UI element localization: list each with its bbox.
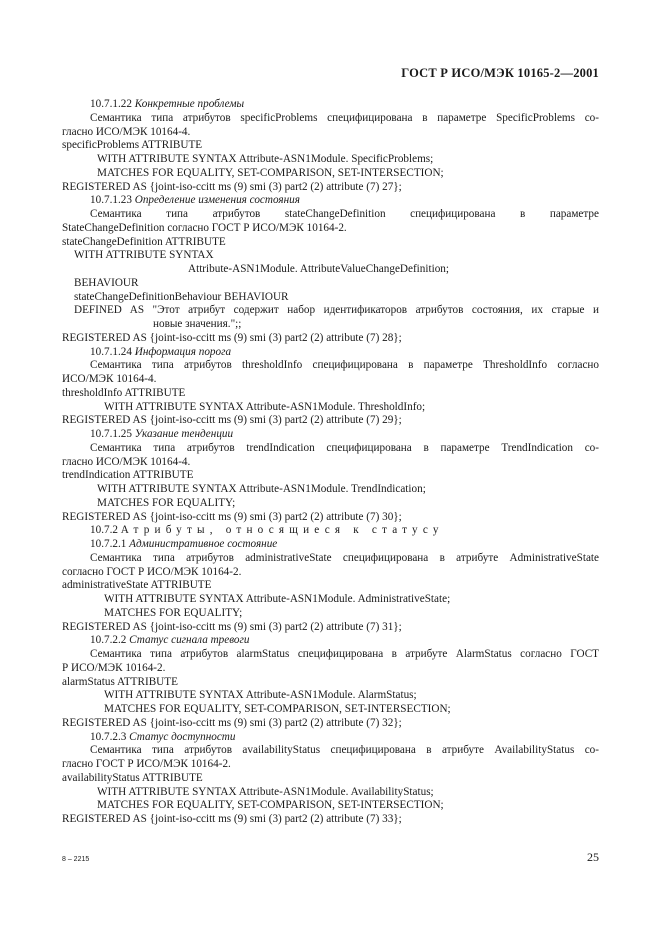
code-line: stateChangeDefinitionBehaviour BEHAVIOUR <box>74 290 289 303</box>
heading-10-7-2-2: 10.7.2.2 Статус сигнала тревоги <box>90 634 250 647</box>
code-line: WITH ATTRIBUTE SYNTAX Attribute-ASN1Module. AlarmStatus; <box>104 689 417 702</box>
heading-10-7-2: 10.7.2 Атрибуты, относящиеся к статусу <box>90 524 444 537</box>
code-line: MATCHES FOR EQUALITY, SET-COMPARISON, SET-INTERSECTION; <box>104 703 451 715</box>
code-line: WITH ATTRIBUTE SYNTAX <box>74 249 214 262</box>
code-line: trendIndication ATTRIBUTE <box>62 469 194 482</box>
paragraph-line: гласно ИСО/МЭК 10164-4. <box>62 125 191 138</box>
code-line: WITH ATTRIBUTE SYNTAX Attribute-ASN1Module. AvailabilityStatus; <box>97 785 434 798</box>
paragraph-line: согласно ГОСТ Р ИСО/МЭК 10164-2. <box>62 565 242 578</box>
paragraph-line: StateChangeDefinition согласно ГОСТ Р ИСО/МЭК 10164-2. <box>62 221 347 234</box>
heading-10-7-1-24: 10.7.1.24 Информация порога <box>90 345 232 358</box>
paragraph-line: Семантика типа атрибутов specificProblems специфицирована в параметре SpecificProblems со- <box>90 111 599 124</box>
code-line: REGISTERED AS {joint-iso-ccitt ms (9) smi (3) part2 (2) attribute (7) 32}; <box>62 716 402 729</box>
code-line: MATCHES FOR EQUALITY; <box>104 606 243 619</box>
code-line: REGISTERED AS {joint-iso-ccitt ms (9) smi (3) part2 (2) attribute (7) 28}; <box>62 331 402 344</box>
print-code: 8 – 2215 <box>62 856 90 863</box>
paragraph-line: Семантика типа атрибутов availabilityStatus специфицирована в атрибуте AvailabilityStatus со- <box>90 744 599 757</box>
code-line: specificProblems ATTRIBUTE <box>62 139 203 152</box>
standard-header: ГОСТ Р ИСО/МЭК 10165-2—2001 <box>401 66 599 80</box>
code-line: availabilityStatus ATTRIBUTE <box>62 771 203 784</box>
paragraph-line: ИСО/МЭК 10164-4. <box>62 373 157 385</box>
code-line: MATCHES FOR EQUALITY, SET-COMPARISON, SET-INTERSECTION; <box>97 799 444 812</box>
page-number: 25 <box>587 850 599 864</box>
code-line: WITH ATTRIBUTE SYNTAX Attribute-ASN1Module. AdministrativeState; <box>104 593 451 605</box>
code-line: Attribute-ASN1Module. AttributeValueChangeDefinition; <box>188 263 449 275</box>
code-line: alarmStatus ATTRIBUTE <box>62 675 178 688</box>
paragraph-line: гласно ИСО/МЭК 10164-4. <box>62 455 191 468</box>
paragraph-line: гласно ГОСТ Р ИСО/МЭК 10164-2. <box>62 758 231 770</box>
code-line: новые значения.";; <box>153 318 242 330</box>
document-body <box>62 98 599 827</box>
code-line: BEHAVIOUR <box>74 276 139 289</box>
paragraph-line: Семантика типа атрибутов stateChangeDefinition специфицирована в параметре <box>90 208 599 220</box>
code-line: administrativeState ATTRIBUTE <box>62 579 212 592</box>
code-line: thresholdInfo ATTRIBUTE <box>62 386 186 399</box>
code-line: REGISTERED AS {joint-iso-ccitt ms (9) smi (3) part2 (2) attribute (7) 27}; <box>62 180 402 193</box>
heading-10-7-2-3: 10.7.2.3 Статус доступности <box>90 730 236 743</box>
paragraph-line: Семантика типа атрибутов thresholdInfo специфицирована в параметре ThresholdInfo согласно <box>90 359 599 372</box>
paragraph-line: Семантика типа атрибутов administrativeState специфицирована в атрибуте AdministrativeState <box>90 551 599 564</box>
code-line: REGISTERED AS {joint-iso-ccitt ms (9) smi (3) part2 (2) attribute (7) 29}; <box>62 414 402 427</box>
paragraph-line: Р ИСО/МЭК 10164-2. <box>62 661 166 674</box>
heading-10-7-1-23: 10.7.1.23 Определение изменения состояния <box>90 194 300 207</box>
paragraph-line: Семантика типа атрибутов trendIndication специфицирована в параметре TrendIndication со- <box>90 441 599 454</box>
code-line: REGISTERED AS {joint-iso-ccitt ms (9) smi (3) part2 (2) attribute (7) 30}; <box>62 510 402 523</box>
code-line: stateChangeDefinition ATTRIBUTE <box>62 235 226 248</box>
code-line: WITH ATTRIBUTE SYNTAX Attribute-ASN1Module. SpecificProblems; <box>97 153 434 165</box>
heading-10-7-1-22: 10.7.1.22 Конкретные проблемы <box>90 98 245 110</box>
code-line: DEFINED AS "Этот атрибут содержит набор идентификаторов атрибутов состояния, их старые и <box>74 304 599 317</box>
code-line: WITH ATTRIBUTE SYNTAX Attribute-ASN1Module. TrendIndication; <box>97 483 426 495</box>
code-line: WITH ATTRIBUTE SYNTAX Attribute-ASN1Module. ThresholdInfo; <box>104 400 426 413</box>
code-line: MATCHES FOR EQUALITY; <box>97 496 236 509</box>
code-line: REGISTERED AS {joint-iso-ccitt ms (9) smi (3) part2 (2) attribute (7) 31}; <box>62 620 402 633</box>
code-line: MATCHES FOR EQUALITY, SET-COMPARISON, SET-INTERSECTION; <box>97 166 444 179</box>
paragraph-line: Семантика типа атрибутов alarmStatus специфицирована в атрибуте AlarmStatus согласно ГОСТ <box>90 648 599 660</box>
heading-10-7-1-25: 10.7.1.25 Указание тенденции <box>90 428 234 440</box>
heading-10-7-2-1: 10.7.2.1 Административное состояние <box>90 538 278 550</box>
code-line: REGISTERED AS {joint-iso-ccitt ms (9) smi (3) part2 (2) attribute (7) 33}; <box>62 813 402 825</box>
